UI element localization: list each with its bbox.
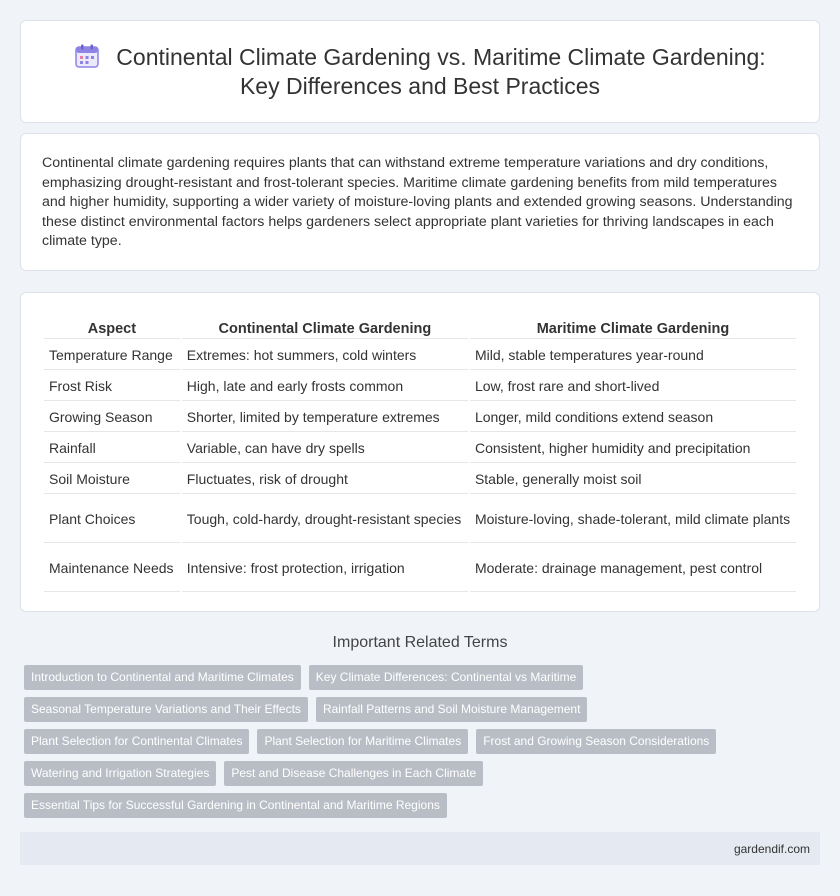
page-title xyxy=(21,43,819,101)
header-continental: Continental Climate Gardening xyxy=(182,319,468,339)
cell-continental: Variable, can have dry spells xyxy=(182,434,468,463)
cell-maritime: Longer, mild conditions extend season xyxy=(470,403,796,432)
related-term-tag[interactable]: Pest and Disease Challenges in Each Climate xyxy=(224,761,483,786)
calendar-icon xyxy=(74,43,100,69)
cell-aspect: Maintenance Needs xyxy=(44,545,180,592)
related-terms-heading: Important Related Terms xyxy=(332,634,508,651)
cell-aspect: Rainfall xyxy=(44,434,180,463)
cell-continental: Fluctuates, risk of drought xyxy=(182,465,468,494)
table-row xyxy=(44,465,796,494)
header-card xyxy=(20,20,820,123)
cell-aspect: Growing Season xyxy=(44,403,180,432)
cell-maritime: Low, frost rare and short-lived xyxy=(470,372,796,401)
header-aspect: Aspect xyxy=(44,319,180,339)
cell-maritime: Mild, stable temperatures year-round xyxy=(470,341,796,370)
related-terms-list xyxy=(24,665,784,825)
cell-maritime: Stable, generally moist soil xyxy=(470,465,796,494)
table-row xyxy=(44,372,796,401)
intro-card xyxy=(20,133,820,271)
intro-paragraph: Continental climate gardening requires plants that can withstand extreme temperature variations and dry conditions, emphasizing drought-resistant and frost-tolerant species. Maritime climate gardening benefits from mild temperatures and higher humidity, supporting a wider variety of moisture-loving plants and extended growing seasons. Understanding these distinct environmental factors helps gardeners select appropriate plant varieties for thriving landscapes in each climate type. xyxy=(42,155,793,249)
related-term-tag[interactable]: Introduction to Continental and Maritime Climates xyxy=(24,665,301,690)
cell-continental: High, late and early frosts common xyxy=(182,372,468,401)
related-term-tag[interactable]: Rainfall Patterns and Soil Moisture Management xyxy=(316,697,587,722)
cell-aspect: Plant Choices xyxy=(44,496,180,543)
cell-continental: Shorter, limited by temperature extremes xyxy=(182,403,468,432)
footer xyxy=(20,832,820,865)
cell-maritime: Moisture-loving, shade-tolerant, mild climate plants xyxy=(470,496,796,543)
table-row xyxy=(44,496,796,543)
title-line-1: Continental Climate Gardening vs. Maritime Climate Gardening: xyxy=(116,44,766,70)
table-row xyxy=(44,403,796,432)
comparison-card xyxy=(20,292,820,612)
related-term-tag[interactable]: Watering and Irrigation Strategies xyxy=(24,761,216,786)
table-row xyxy=(44,341,796,370)
cell-aspect: Frost Risk xyxy=(44,372,180,401)
related-term-tag[interactable]: Seasonal Temperature Variations and Their Effects xyxy=(24,697,308,722)
related-term-tag[interactable]: Frost and Growing Season Considerations xyxy=(476,729,716,754)
related-term-tag[interactable]: Plant Selection for Maritime Climates xyxy=(257,729,468,754)
related-term-tag[interactable]: Key Climate Differences: Continental vs Maritime xyxy=(309,665,584,690)
comparison-table xyxy=(42,317,798,594)
table-row xyxy=(44,545,796,592)
related-term-tag[interactable]: Plant Selection for Continental Climates xyxy=(24,729,249,754)
cell-continental: Intensive: frost protection, irrigation xyxy=(182,545,468,592)
cell-continental: Tough, cold-hardy, drought-resistant species xyxy=(182,496,468,543)
title-line-2: Key Differences and Best Practices xyxy=(239,73,601,99)
header-maritime: Maritime Climate Gardening xyxy=(470,319,796,339)
cell-aspect: Soil Moisture xyxy=(44,465,180,494)
footer-site-link[interactable]: gardendif.com xyxy=(733,842,810,856)
table-header-row xyxy=(44,319,796,339)
cell-maritime: Moderate: drainage management, pest control xyxy=(470,545,796,592)
related-term-tag[interactable]: Essential Tips for Successful Gardening in Continental and Maritime Regions xyxy=(24,793,447,818)
cell-maritime: Consistent, higher humidity and precipitation xyxy=(470,434,796,463)
table-row xyxy=(44,434,796,463)
cell-aspect: Temperature Range xyxy=(44,341,180,370)
cell-continental: Extremes: hot summers, cold winters xyxy=(182,341,468,370)
